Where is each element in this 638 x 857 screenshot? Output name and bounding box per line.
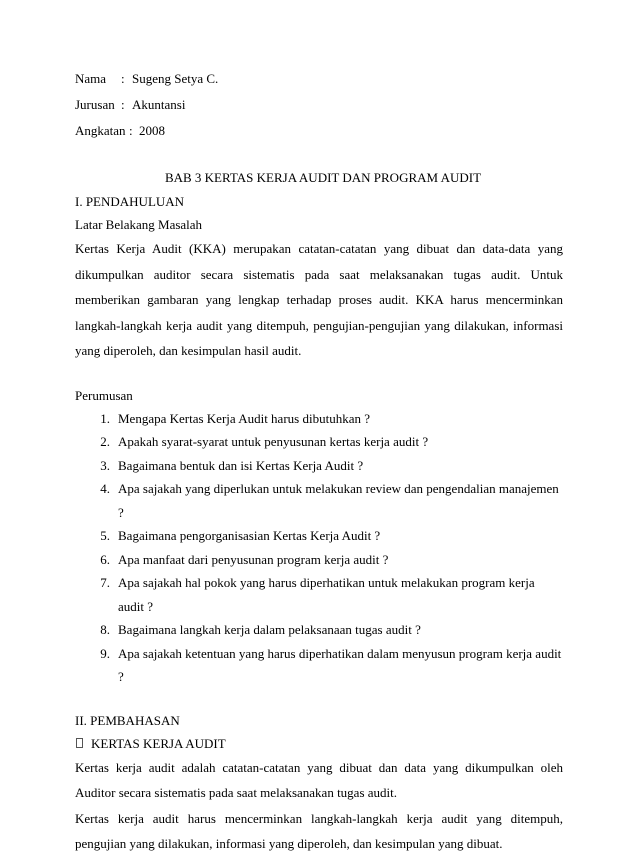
student-info xyxy=(75,66,563,144)
section-heading-pembahasan: II. PEMBAHASAN xyxy=(75,712,180,728)
info-label: Jurusan xyxy=(75,97,115,112)
paragraph-definisi: Kertas kerja audit adalah catatan-catatan yang dibuat dan data yang dikumpulkan oleh Auditor secara sistematis pada saat melaksanakan tugas audit. xyxy=(75,759,563,800)
list-item-number: 5. xyxy=(100,528,110,543)
info-separator: : xyxy=(121,71,125,86)
info-label: Nama xyxy=(75,71,107,86)
list-item-text: Mengapa Kertas Kerja Audit harus dibutuhkan ? xyxy=(118,410,370,426)
list-item xyxy=(75,407,563,431)
info-row-nama xyxy=(75,66,563,92)
bullet-box-icon xyxy=(76,738,83,748)
question-list xyxy=(75,407,563,689)
perumusan-heading: Perumusan xyxy=(75,387,133,403)
list-item xyxy=(75,571,563,618)
list-item-text: Apa sajakah ketentuan yang harus diperhatikan dalam menyusun program kerja audit ? xyxy=(118,645,562,684)
subheading-latar-belakang: Latar Belakang Masalah xyxy=(75,217,203,232)
list-item xyxy=(75,548,563,572)
list-item-text: Bagaimana pengorganisasian Kertas Kerja Audit ? xyxy=(118,528,381,543)
page-content xyxy=(75,66,563,857)
list-item-number: 8. xyxy=(100,622,110,637)
info-separator: : xyxy=(129,123,133,138)
list-item-text: Apa manfaat dari penyusunan program kerja audit ? xyxy=(118,551,389,567)
info-value: Sugeng Setya C. xyxy=(132,71,219,86)
list-item-number: 9. xyxy=(100,645,110,661)
list-item-text: Apa sajakah hal pokok yang harus diperhatikan untuk melakukan program kerja audit ? xyxy=(118,575,535,614)
section-heading-pendahuluan: I. PENDAHULUAN xyxy=(75,194,185,209)
list-item-number: 7. xyxy=(100,575,110,590)
list-item xyxy=(75,430,563,454)
list-item xyxy=(75,454,563,478)
info-row-angkatan xyxy=(75,118,563,144)
list-item-text: Bagaimana langkah kerja dalam pelaksanaan tugas audit ? xyxy=(118,622,421,637)
list-item xyxy=(75,477,563,524)
paragraph-latar-belakang: Kertas Kerja Audit (KKA) merupakan catatan-catatan yang dibuat dan data-data yang dikumpulkan auditor secara sistematis pada saat melaksanakan tugas audit. Untuk memberikan gambaran yang lengkap terhadap proses audit. KKA harus mencerminkan langkah-langkah kerja audit yang ditempuh, pengujian-pengujian yang dilakukan, informasi yang diperoleh, dan kesimpulan hasil audit. xyxy=(75,241,563,358)
bullet-heading-row xyxy=(75,732,563,755)
info-value: Akuntansi xyxy=(132,97,186,112)
list-item-number: 1. xyxy=(100,410,110,426)
list-item xyxy=(75,524,563,548)
info-label: Angkatan xyxy=(75,123,126,138)
list-item-number: 4. xyxy=(100,481,110,496)
info-separator: : xyxy=(121,97,125,112)
list-item xyxy=(75,642,563,689)
info-value: 2008 xyxy=(139,123,165,138)
bullet-heading: KERTAS KERJA AUDIT xyxy=(91,735,226,751)
list-item-number: 3. xyxy=(100,457,110,473)
info-row-jurusan xyxy=(75,92,563,118)
list-item-text: Apakah syarat-syarat untuk penyusunan kertas kerja audit ? xyxy=(118,434,429,449)
list-item-number: 6. xyxy=(100,551,110,567)
chapter-title: BAB 3 KERTAS KERJA AUDIT DAN PROGRAM AUDIT xyxy=(164,170,482,185)
list-item-number: 2. xyxy=(100,434,110,449)
list-item-text: Apa sajakah yang diperlukan untuk melakukan review dan pengendalian manajemen ? xyxy=(118,481,559,520)
list-item-text: Bagaimana bentuk dan isi Kertas Kerja Audit ? xyxy=(118,457,364,473)
list-item xyxy=(75,618,563,642)
paragraph-cerminan: Kertas kerja audit harus mencerminkan langkah-langkah kerja audit yang ditempuh, pengujian yang dilakukan, informasi yang diperoleh, dan kesimpulan yang dibuat. xyxy=(75,810,563,851)
